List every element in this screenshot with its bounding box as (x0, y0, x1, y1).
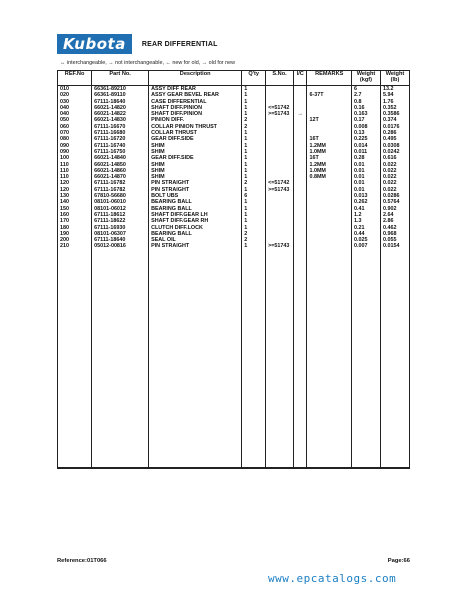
cell-description: CLUTCH DIFF.LOCK (149, 225, 242, 231)
cell-ref-no: 040 (58, 111, 92, 117)
cell-description: SHAFT DIFF.PINION (149, 111, 242, 117)
cell-part-no: 08101-06010 (92, 199, 149, 205)
cell-description: PIN STRAIGHT (149, 187, 242, 193)
cell-description: SHIM (149, 143, 242, 149)
cell-qty: 1 (242, 218, 266, 224)
cell-part-no: 67111-16782 (92, 180, 149, 186)
cell-qty: 6 (242, 193, 266, 199)
table-bottom-rule (58, 468, 410, 469)
cell-ref-no: 050 (58, 117, 92, 123)
cell-remarks: 16T (307, 155, 352, 161)
brand-logo: Kubota (57, 34, 132, 54)
cell-part-no: 66021-14870 (92, 174, 149, 180)
cell-weight-lb: 0.5764 (380, 199, 409, 205)
cell-weight-kgf: 0.013 (351, 193, 380, 199)
cell-part-no: 67111-18640 (92, 99, 149, 105)
cell-description: BEARING BALL (149, 231, 242, 237)
cell-description: PINION DIFF. (149, 117, 242, 123)
cell-weight-lb: 13.2 (380, 86, 409, 93)
cell-ref-no: 200 (58, 237, 92, 243)
cell-remarks (307, 86, 352, 93)
cell-weight-kgf: 2.7 (351, 92, 380, 98)
cell-weight-kgf: 0.16 (351, 105, 380, 111)
cell-description: COLLAR PINION THRUST (149, 124, 242, 130)
cell-weight-lb: 0.968 (380, 231, 409, 237)
cell-part-no: 66021-14820 (92, 105, 149, 111)
cell-part-no: 05012-00816 (92, 243, 149, 468)
cell-ref-no: 130 (58, 193, 92, 199)
cell-qty: 1 (242, 199, 266, 205)
cell-part-no: 67111-16670 (92, 124, 149, 130)
reference-code: Reference:01T066 (57, 558, 107, 564)
cell-description: GEAR DIFF.SIDE (149, 136, 242, 142)
cell-remarks: 12T (307, 117, 352, 123)
cell-weight-lb: 0.462 (380, 225, 409, 231)
cell-weight-kgf: 0.025 (351, 237, 380, 243)
parts-table-body (58, 86, 410, 468)
cell-ref-no: 080 (58, 136, 92, 142)
cell-weight-kgf: 0.225 (351, 136, 380, 142)
cell-part-no: 67810-56680 (92, 193, 149, 199)
cell-part-no: 67111-16782 (92, 187, 149, 193)
column-header-qty: Q'ty (242, 71, 266, 86)
cell-weight-kgf: 0.21 (351, 225, 380, 231)
column-header-remarks: REMARKS (307, 71, 352, 86)
cell-weight-lb: 0.352 (380, 105, 409, 111)
cell-weight-kgf: 0.163 (351, 111, 380, 117)
parts-table (57, 70, 410, 469)
cell-weight-lb: 0.022 (380, 187, 409, 193)
cell-weight-lb: 0.0242 (380, 149, 409, 155)
cell-ref-no: 060 (58, 124, 92, 130)
cell-ref-no: 120 (58, 180, 92, 186)
cell-ref-no: 090 (58, 149, 92, 155)
cell-ref-no: 110 (58, 174, 92, 180)
cell-part-no: 08101-06012 (92, 206, 149, 212)
cell-qty: 2 (242, 117, 266, 123)
cell-weight-kgf: 1.3 (351, 218, 380, 224)
cell-description: SHAFT DIFF.PINION (149, 105, 242, 111)
cell-qty: 1 (242, 86, 266, 93)
cell-description: PIN STRAIGHT (149, 180, 242, 186)
table-header-row (58, 71, 410, 86)
cell-remarks: 1.2MM (307, 143, 352, 149)
cell-description: SHIM (149, 149, 242, 155)
cell-weight-kgf: 0.8 (351, 99, 380, 105)
cell-part-no: 67111-16680 (92, 130, 149, 136)
column-header-part-no: Part No. (92, 71, 149, 86)
cell-ref-no: 110 (58, 168, 92, 174)
cell-qty: 1 (242, 149, 266, 155)
cell-weight-lb: 0.616 (380, 155, 409, 161)
cell-weight-kgf: 0.17 (351, 117, 380, 123)
cell-remarks: 1.2MM (307, 162, 352, 168)
cell-qty: 1 (242, 155, 266, 161)
cell-ref-no: 210 (58, 243, 92, 468)
column-header-weight-kgf: Weight (kgf) (351, 71, 380, 86)
cell-part-no: 67111-16720 (92, 136, 149, 142)
interchangeability-legend: ↔ interchangeable, → not interchangeable, ← new for old, → old for new (60, 60, 235, 66)
cell-part-no: 66021-14860 (92, 168, 149, 174)
cell-weight-lb: 0.0308 (380, 143, 409, 149)
cell-description: BEARING BALL (149, 199, 242, 205)
cell-part-no: 66361-89210 (92, 86, 149, 93)
column-header-weight-lb: Weight (lb) (380, 71, 409, 86)
table-bottom-border (58, 468, 410, 469)
cell-weight-lb: 0.3586 (380, 111, 409, 117)
cell-weight-lb: 0.374 (380, 117, 409, 123)
cell-weight-kgf: 0.28 (351, 155, 380, 161)
cell-qty: 1 (242, 105, 266, 111)
cell-part-no: 66021-14822 (92, 111, 149, 117)
cell-weight-lb: 2.64 (380, 212, 409, 218)
cell-part-no: 66021-14830 (92, 117, 149, 123)
cell-weight-kgf: 0.262 (351, 199, 380, 205)
cell-serial-no: >=51743 (266, 111, 294, 117)
cell-qty: 1 (242, 206, 266, 212)
cell-description: PIN STRAIGHT (149, 243, 242, 468)
cell-ref-no: 010 (58, 86, 92, 93)
cell-description: ASSY DIFF REAR (149, 86, 242, 93)
cell-weight-kgf: 0.007 (351, 243, 380, 468)
cell-weight-kgf: 0.13 (351, 130, 380, 136)
cell-ref-no: 100 (58, 155, 92, 161)
cell-weight-lb: 0.0176 (380, 124, 409, 130)
cell-part-no: 08101-06307 (92, 231, 149, 237)
cell-ref-no: 070 (58, 130, 92, 136)
cell-part-no: 67111-16750 (92, 149, 149, 155)
cell-weight-lb: 0.022 (380, 168, 409, 174)
cell-weight-lb: 0.0286 (380, 193, 409, 199)
cell-qty: 2 (242, 124, 266, 130)
cell-remarks: 1.0MM (307, 168, 352, 174)
cell-ic (294, 243, 307, 468)
cell-weight-kgf: 0.01 (351, 174, 380, 180)
cell-serial-no: <=51742 (266, 180, 294, 186)
cell-ref-no: 140 (58, 199, 92, 205)
cell-weight-kgf: 0.44 (351, 231, 380, 237)
cell-part-no: 66021-14850 (92, 162, 149, 168)
cell-weight-lb: 5.94 (380, 92, 409, 98)
cell-part-no: 66021-14840 (92, 155, 149, 161)
cell-qty: 2 (242, 231, 266, 237)
cell-weight-lb: 0.286 (380, 130, 409, 136)
cell-part-no: 67111-18612 (92, 212, 149, 218)
cell-ref-no: 110 (58, 162, 92, 168)
cell-qty: 1 (242, 174, 266, 180)
table-row (58, 243, 410, 468)
column-header-description: Description (149, 71, 242, 86)
cell-ref-no: 030 (58, 99, 92, 105)
cell-serial-no: >=51743 (266, 243, 294, 468)
cell-remarks: 1.0MM (307, 149, 352, 155)
cell-weight-lb: 0.0154 (380, 243, 409, 468)
cell-weight-kgf: 0.008 (351, 124, 380, 130)
cell-part-no: 66361-89110 (92, 92, 149, 98)
cell-weight-kgf: 0.01 (351, 168, 380, 174)
cell-qty: 1 (242, 92, 266, 98)
column-header-serial-no: S.No. (266, 71, 294, 86)
cell-weight-lb: 0.022 (380, 162, 409, 168)
cell-remarks: 6-37T (307, 92, 352, 98)
cell-weight-lb: 0.055 (380, 237, 409, 243)
cell-qty: 2 (242, 237, 266, 243)
cell-qty: 1 (242, 168, 266, 174)
cell-description: ASSY GEAR BEVEL REAR (149, 92, 242, 98)
cell-ref-no: 090 (58, 143, 92, 149)
cell-ref-no: 120 (58, 187, 92, 193)
cell-part-no: 67111-18622 (92, 218, 149, 224)
cell-part-no: 67111-16930 (92, 225, 149, 231)
cell-weight-lb: 0.022 (380, 180, 409, 186)
cell-weight-kgf: 0.014 (351, 143, 380, 149)
cell-ref-no: 170 (58, 218, 92, 224)
cell-description: SHAFT DIFF.GEAR RH (149, 218, 242, 224)
cell-qty: 1 (242, 143, 266, 149)
cell-weight-lb: 0.495 (380, 136, 409, 142)
cell-weight-kgf: 1.2 (351, 212, 380, 218)
cell-description: BEARING BALL (149, 206, 242, 212)
cell-weight-kgf: 0.01 (351, 180, 380, 186)
cell-ref-no: 150 (58, 206, 92, 212)
cell-weight-lb: 2.86 (380, 218, 409, 224)
cell-ref-no: 190 (58, 231, 92, 237)
cell-serial-no: >=51743 (266, 187, 294, 193)
cell-weight-kgf: 0.01 (351, 187, 380, 193)
watermark-url: www.epcatalogs.com (268, 572, 397, 585)
cell-remarks (307, 243, 352, 468)
table-row (58, 86, 410, 93)
column-header-ic: I/C (294, 71, 307, 86)
cell-description: SHIM (149, 174, 242, 180)
cell-description: SHIM (149, 162, 242, 168)
cell-remarks: 16T (307, 136, 352, 142)
cell-description: SHAFT DIFF.GEAR LH (149, 212, 242, 218)
cell-qty: 1 (242, 225, 266, 231)
cell-part-no: 67111-18640 (92, 237, 149, 243)
cell-ref-no: 040 (58, 105, 92, 111)
cell-qty: 1 (242, 243, 266, 468)
cell-weight-lb: 0.022 (380, 174, 409, 180)
cell-description: COLLAR THRUST (149, 130, 242, 136)
cell-qty: 2 (242, 180, 266, 186)
cell-serial-no (266, 86, 294, 93)
page-title: REAR DIFFERENTIAL (141, 40, 218, 48)
cell-qty: 1 (242, 130, 266, 136)
cell-qty: 1 (242, 162, 266, 168)
column-header-ref: REF.No (58, 71, 92, 86)
cell-weight-lb: 1.76 (380, 99, 409, 105)
cell-weight-kgf: 6 (351, 86, 380, 93)
cell-weight-lb: 0.902 (380, 206, 409, 212)
cell-qty: 1 (242, 99, 266, 105)
cell-weight-kgf: 0.41 (351, 206, 380, 212)
cell-ref-no: 160 (58, 212, 92, 218)
page-number: Page:66 (387, 558, 410, 564)
cell-ref-no: 020 (58, 92, 92, 98)
cell-ic: → (294, 111, 307, 117)
cell-ic (294, 86, 307, 93)
cell-remarks: 0.8MM (307, 174, 352, 180)
cell-weight-kgf: 0.011 (351, 149, 380, 155)
page-header (57, 33, 218, 55)
cell-serial-no: <=51742 (266, 105, 294, 111)
cell-qty: 1 (242, 187, 266, 193)
cell-description: GEAR DIFF.SIDE (149, 155, 242, 161)
cell-qty: 1 (242, 212, 266, 218)
cell-qty: 1 (242, 111, 266, 117)
cell-weight-kgf: 0.01 (351, 162, 380, 168)
cell-description: BOLT UBS (149, 193, 242, 199)
cell-description: SEAL OIL (149, 237, 242, 243)
cell-ref-no: 180 (58, 225, 92, 231)
cell-qty: 1 (242, 136, 266, 142)
cell-description: SHIM (149, 168, 242, 174)
cell-part-no: 67111-16740 (92, 143, 149, 149)
cell-description: CASE DIFFERENTIAL (149, 99, 242, 105)
